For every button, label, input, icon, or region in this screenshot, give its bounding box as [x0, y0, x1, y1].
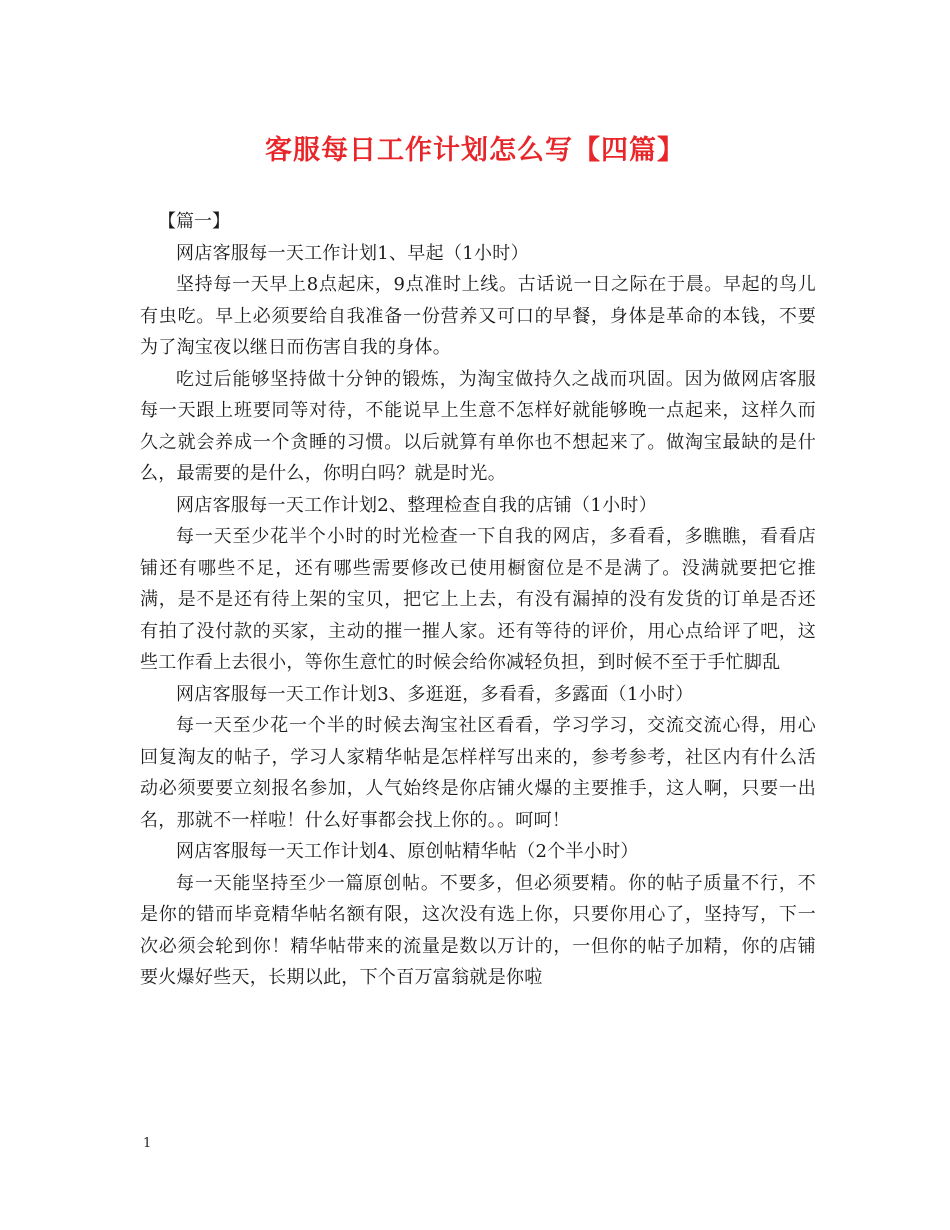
- body-paragraph: 吃过后能够坚持做十分钟的锻炼，为淘宝做持久之战而巩固。因为做网店客服每一天跟上班要同等对待，不能说早上生意不怎样好就能够晚一点起来，这样久而久之就会养成一个贪睡的习惯。以后就算有单你也不想起来了。做淘宝最缺的是什么，最需要的是什么，你明白吗？就是时光。: [140, 368, 816, 484]
- document-body: [140, 206, 816, 994]
- plan-heading-4: 网店客服每一天工作计划4、原创帖精华帖（2个半小时）: [176, 841, 639, 862]
- plan-heading-1: 网店客服每一天工作计划1、早起（1小时）: [176, 242, 529, 264]
- page-number: 1: [143, 1136, 152, 1151]
- section-label: 【篇一】: [158, 211, 230, 232]
- body-paragraph: 每一天至少花一个半的时候去淘宝社区看看，学习学习，交流交流心得，用心回复淘友的帖子，学习人家精华帖是怎样样写出来的，参考参考，社区内有什么活动必须要要立刻报名参加，人气始终是你店铺火爆的主要推手，这人啊，只要一出名，那就不一样啦！什么好事都会找上你的。。呵呵！: [140, 715, 816, 831]
- plan-heading-3: 网店客服每一天工作计划3、多逛逛，多看看，多露面（1小时）: [176, 683, 694, 705]
- body-paragraph: 坚持每一天早上8点起床，9点准时上线。古话说一日之际在于晨。早起的鸟儿有虫吃。早上必须要给自我准备一份营养又可口的早餐，身体是革命的本钱，不要为了淘宝夜以继日而伤害自我的身体。: [140, 274, 816, 358]
- plan-heading-2: 网店客服每一天工作计划2、整理检查自我的店铺（1小时）: [176, 494, 658, 516]
- body-paragraph: 每一天至少花半个小时的时光检查一下自我的网店，多看看，多瞧瞧，看看店铺还有哪些不足，还有哪些需要修改已使用橱窗位是不是满了。没满就要把它推满，是不是还有待上架的宝贝，把它上上去，有没有漏掉的没有发货的订单是否还有拍了没付款的买家，主动的摧一摧人家。还有等待的评价，用心点给评了吧，这些工作看上去很小，等你生意忙的时候会给你减轻负担，到时候不至于手忙脚乱: [140, 526, 816, 673]
- body-paragraph: 每一天能坚持至少一篇原创帖。不要多，但必须要精。你的帖子质量不行，不是你的错而毕竟精华帖名额有限，这次没有选上你，只要你用心了，坚持写，下一次必须会轮到你！精华帖带来的流量是数以万计的，一但你的帖子加精，你的店铺要火爆好些天，长期以此，下个百万富翁就是你啦: [140, 872, 816, 988]
- page-title: 客服每日工作计划怎么写【四篇】: [265, 135, 685, 166]
